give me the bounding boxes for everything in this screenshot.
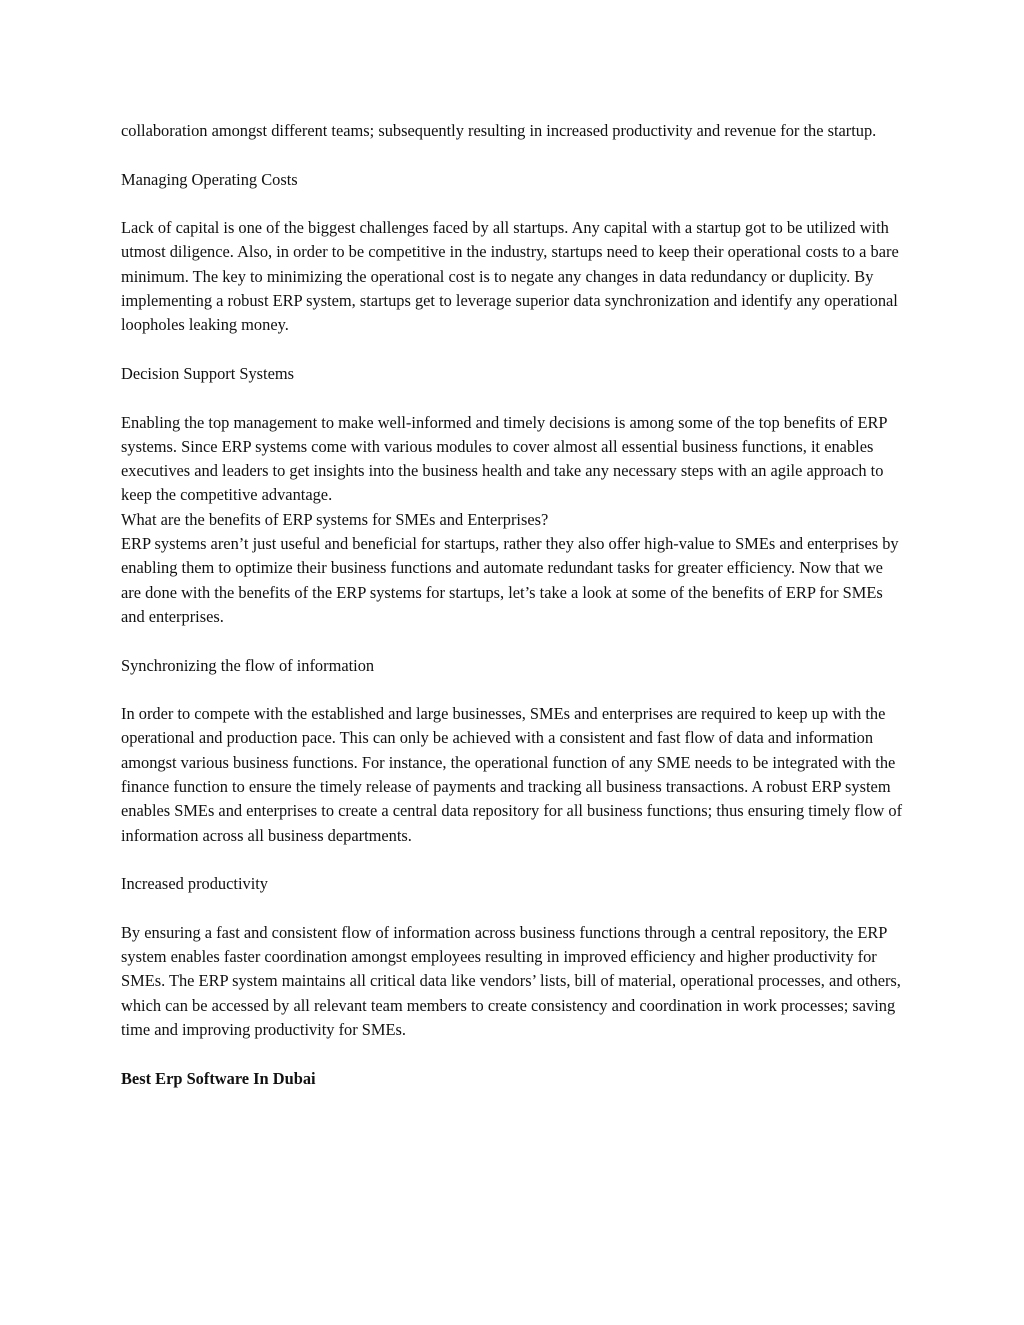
- paragraph-operating-costs: Lack of capital is one of the biggest challenges faced by all startups. Any capital with a startup got to be utilized with utmost diligence. Also, in order to be competitive in the industry, startups need to keep their operational costs to a bare minimum. The key to minimizing the operational cost is to negate any changes in data redundancy or duplicity. By implementing a robust ERP system, startups get to leverage superior data synchronization and identify any operational loopholes leaking money.: [121, 218, 899, 335]
- paragraph-intro: collaboration amongst different teams; subsequently resulting in increased productivity and revenue for the startup.: [121, 121, 877, 140]
- heading-decision-support-systems: Decision Support Systems: [121, 363, 295, 383]
- heading-increased-productivity: Increased productivity: [121, 874, 269, 894]
- paragraph-synchronizing-flow: In order to compete with the established and large businesses, SMEs and enterprises are required to keep up with the operational and production pace. This can only be achieved with a consistent and fast flow of data and information amongst various business functions. For instance, the operational function of any SME needs to be integrated with the finance function to ensure the timely release of payments and tracking all business transactions. A robust ERP system enables SMEs and enterprises to create a central data repository for all business functions; thus ensuring timely flow of information across all business departments.: [121, 704, 903, 845]
- best-erp-software-link[interactable]: Best Erp Software In Dubai: [121, 1068, 316, 1088]
- heading-managing-operating-costs: Managing Operating Costs: [121, 169, 298, 189]
- document-page: [121, 119, 907, 1091]
- paragraph-increased-productivity: By ensuring a fast and consistent flow of information across business functions through a central repository, the ERP system enables faster coordination amongst employees resulting in improved efficiency and higher productivity for SMEs. The ERP system maintains all critical data like vendors’ lists, bill of material, operational processes, and others, which can be accessed by all relevant team members to create consistency and coordination in work processes; saving time and improving productivity for SMEs.: [121, 922, 901, 1039]
- heading-synchronizing-flow: Synchronizing the flow of information: [121, 655, 375, 675]
- paragraph-benefits-smes: ERP systems aren’t just useful and beneficial for startups, rather they also offer high-value to SMEs and enterprises by enabling them to optimize their business functions and automate redundant tasks for greater efficiency. Now that we are done with the benefits of the ERP systems for startups, let’s take a look at some of the benefits of ERP for SMEs and enterprises.: [121, 534, 899, 626]
- heading-benefits-smes-enterprises: What are the benefits of ERP systems for SMEs and Enterprises?: [121, 509, 549, 529]
- paragraph-decision-support: Enabling the top management to make well-informed and timely decisions is among some of the top benefits of ERP systems. Since ERP systems come with various modules to cover almost all essential business functions, it enables executives and leaders to get insights into the business health and take any necessary steps with an agile approach to keep the competitive advantage.: [121, 412, 887, 505]
